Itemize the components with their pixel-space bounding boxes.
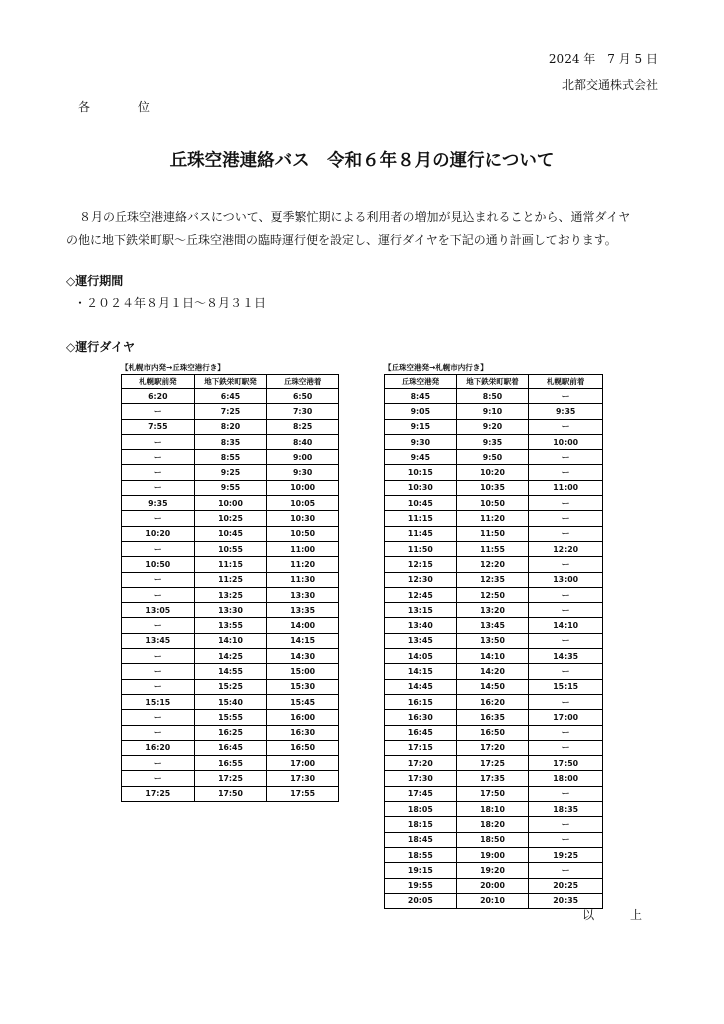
inbound-row — [385, 404, 603, 419]
time-cell: 9:25 — [194, 465, 267, 480]
time-cell: 10:45 — [194, 526, 267, 541]
time-cell: 17:35 — [456, 771, 529, 786]
addressee: 各 位 — [78, 100, 172, 114]
outbound-row — [122, 496, 339, 511]
time-cell: 8:55 — [194, 450, 267, 465]
inbound-row — [385, 725, 603, 740]
time-cell: 7:25 — [194, 404, 267, 419]
time-cell: ー — [122, 572, 195, 587]
outbound-caption: 【札幌市内発→丘珠空港行き】 — [121, 363, 225, 372]
time-cell: 18:55 — [385, 847, 457, 862]
outbound-timetable — [121, 374, 339, 802]
time-cell: 13:45 — [456, 618, 529, 633]
period-value: ・２０２４年８月１日～８月３１日 — [74, 296, 267, 310]
inbound-row — [385, 541, 603, 556]
time-cell: 6:20 — [122, 389, 195, 404]
time-cell: 12:15 — [385, 557, 457, 572]
inbound-row — [385, 618, 603, 633]
time-cell: 15:45 — [267, 694, 339, 709]
time-cell: 14:10 — [529, 618, 603, 633]
time-cell: 14:55 — [194, 664, 267, 679]
time-cell: 13:20 — [456, 603, 529, 618]
time-cell: 18:10 — [456, 802, 529, 817]
inbound-row — [385, 786, 603, 801]
time-cell: 16:20 — [456, 694, 529, 709]
time-cell: 18:45 — [385, 832, 457, 847]
time-cell: ー — [529, 863, 603, 878]
time-cell: ー — [122, 587, 195, 602]
time-cell: 9:30 — [267, 465, 339, 480]
time-cell: 11:15 — [385, 511, 457, 526]
time-cell: ー — [122, 404, 195, 419]
time-cell: 17:30 — [385, 771, 457, 786]
time-cell: 10:30 — [267, 511, 339, 526]
time-cell: ー — [122, 664, 195, 679]
time-cell: 16:25 — [194, 725, 267, 740]
time-cell: ー — [122, 618, 195, 633]
issuer-company: 北都交通株式会社 — [561, 78, 658, 92]
time-cell: 7:55 — [122, 419, 195, 434]
time-cell: 14:15 — [385, 664, 457, 679]
outbound-row — [122, 465, 339, 480]
time-cell: 16:50 — [267, 740, 339, 755]
outbound-row — [122, 389, 339, 404]
time-cell: ー — [529, 832, 603, 847]
inbound-header-row — [385, 375, 603, 389]
inbound-row — [385, 480, 603, 495]
time-cell: 9:35 — [456, 434, 529, 449]
time-cell: ー — [122, 710, 195, 725]
time-cell: ー — [529, 389, 603, 404]
time-cell: 17:55 — [267, 786, 339, 801]
time-cell: 8:40 — [267, 434, 339, 449]
time-cell: 9:20 — [456, 419, 529, 434]
time-cell: ー — [122, 756, 195, 771]
time-cell: ー — [529, 465, 603, 480]
time-cell: 20:00 — [456, 878, 529, 893]
time-cell: 14:05 — [385, 649, 457, 664]
time-cell: ー — [529, 450, 603, 465]
time-cell: 10:25 — [194, 511, 267, 526]
outbound-row — [122, 404, 339, 419]
time-cell: 18:05 — [385, 802, 457, 817]
outbound-row — [122, 679, 339, 694]
time-cell: 15:55 — [194, 710, 267, 725]
outbound-row — [122, 694, 339, 709]
time-cell: 17:25 — [122, 786, 195, 801]
inbound-row — [385, 878, 603, 893]
time-cell: 16:30 — [267, 725, 339, 740]
time-cell: 11:30 — [267, 572, 339, 587]
time-cell: 16:35 — [456, 710, 529, 725]
time-cell: 14:20 — [456, 664, 529, 679]
time-cell: 11:25 — [194, 572, 267, 587]
time-cell: 14:30 — [267, 649, 339, 664]
outbound-row — [122, 541, 339, 556]
time-cell: 11:55 — [456, 541, 529, 556]
inbound-row — [385, 557, 603, 572]
time-cell: ー — [122, 450, 195, 465]
time-cell: 17:20 — [456, 740, 529, 755]
time-cell: 11:20 — [267, 557, 339, 572]
time-cell: 10:30 — [385, 480, 457, 495]
time-cell: 17:00 — [267, 756, 339, 771]
time-cell: 13:55 — [194, 618, 267, 633]
time-cell: ー — [529, 526, 603, 541]
outbound-row — [122, 786, 339, 801]
time-cell: 8:35 — [194, 434, 267, 449]
time-cell: 10:05 — [267, 496, 339, 511]
time-cell: 14:45 — [385, 679, 457, 694]
time-cell: 15:15 — [529, 679, 603, 694]
time-cell: 6:45 — [194, 389, 267, 404]
time-cell: 13:40 — [385, 618, 457, 633]
time-cell: 17:00 — [529, 710, 603, 725]
inbound-row — [385, 587, 603, 602]
time-cell: 16:30 — [385, 710, 457, 725]
outbound-row — [122, 434, 339, 449]
time-cell: ー — [529, 603, 603, 618]
time-cell: ー — [122, 541, 195, 556]
inbound-row — [385, 419, 603, 434]
time-cell: 11:15 — [194, 557, 267, 572]
time-cell: 15:25 — [194, 679, 267, 694]
inbound-row — [385, 649, 603, 664]
time-cell: ー — [122, 511, 195, 526]
time-cell: 9:30 — [385, 434, 457, 449]
time-cell: 6:50 — [267, 389, 339, 404]
time-cell: 19:20 — [456, 863, 529, 878]
time-cell: ー — [529, 786, 603, 801]
time-cell: 13:00 — [529, 572, 603, 587]
outbound-row — [122, 511, 339, 526]
time-cell: 15:00 — [267, 664, 339, 679]
time-cell: 13:45 — [385, 633, 457, 648]
time-cell: 13:45 — [122, 633, 195, 648]
inbound-row — [385, 679, 603, 694]
time-cell: ー — [529, 725, 603, 740]
time-cell: 11:00 — [529, 480, 603, 495]
outbound-row — [122, 526, 339, 541]
time-cell: 8:25 — [267, 419, 339, 434]
time-cell: ー — [529, 664, 603, 679]
time-cell: ー — [122, 434, 195, 449]
time-cell: 13:50 — [456, 633, 529, 648]
time-cell: 10:50 — [456, 496, 529, 511]
time-cell: 9:10 — [456, 404, 529, 419]
outbound-row — [122, 710, 339, 725]
inbound-row — [385, 817, 603, 832]
time-cell: 17:50 — [456, 786, 529, 801]
inbound-row — [385, 863, 603, 878]
time-cell: 10:55 — [194, 541, 267, 556]
outbound-header-row — [122, 375, 339, 389]
time-cell: 20:35 — [529, 893, 603, 908]
closing-mark: 以 上 — [582, 908, 658, 922]
time-cell: 7:30 — [267, 404, 339, 419]
inbound-col-header: 札幌駅前着 — [529, 375, 603, 389]
inbound-row — [385, 572, 603, 587]
time-cell: 10:00 — [267, 480, 339, 495]
time-cell: 9:55 — [194, 480, 267, 495]
time-cell: 10:50 — [267, 526, 339, 541]
time-cell: 11:50 — [456, 526, 529, 541]
time-cell: 15:30 — [267, 679, 339, 694]
time-cell: 10:50 — [122, 557, 195, 572]
time-cell: 18:35 — [529, 802, 603, 817]
time-cell: 14:10 — [194, 633, 267, 648]
outbound-row — [122, 633, 339, 648]
outbound-col-header: 丘珠空港着 — [267, 375, 339, 389]
inbound-row — [385, 893, 603, 908]
time-cell: 10:15 — [385, 465, 457, 480]
time-cell: 13:25 — [194, 587, 267, 602]
body-paragraph — [66, 206, 666, 252]
time-cell: 13:35 — [267, 603, 339, 618]
time-cell: 17:30 — [267, 771, 339, 786]
time-cell: ー — [122, 679, 195, 694]
time-cell: ー — [122, 465, 195, 480]
time-cell: ー — [529, 419, 603, 434]
outbound-row — [122, 480, 339, 495]
time-cell: 16:50 — [456, 725, 529, 740]
outbound-row — [122, 557, 339, 572]
outbound-row — [122, 618, 339, 633]
time-cell: 13:15 — [385, 603, 457, 618]
outbound-row — [122, 756, 339, 771]
time-cell: 12:35 — [456, 572, 529, 587]
outbound-row — [122, 649, 339, 664]
outbound-row — [122, 740, 339, 755]
time-cell: 12:45 — [385, 587, 457, 602]
time-cell: 18:50 — [456, 832, 529, 847]
inbound-row — [385, 802, 603, 817]
time-cell: ー — [122, 725, 195, 740]
outbound-row — [122, 419, 339, 434]
time-cell: 20:05 — [385, 893, 457, 908]
document-date: 2024 年 7 月 5 日 — [548, 52, 658, 66]
time-cell: 18:00 — [529, 771, 603, 786]
inbound-row — [385, 465, 603, 480]
period-heading: ◇運行期間 — [66, 274, 124, 288]
time-cell: 12:30 — [385, 572, 457, 587]
time-cell: 10:00 — [529, 434, 603, 449]
time-cell: 19:55 — [385, 878, 457, 893]
time-cell: ー — [122, 480, 195, 495]
outbound-row — [122, 587, 339, 602]
time-cell: ー — [529, 740, 603, 755]
time-cell: 18:15 — [385, 817, 457, 832]
inbound-row — [385, 694, 603, 709]
time-cell: 19:15 — [385, 863, 457, 878]
time-cell: 14:35 — [529, 649, 603, 664]
time-cell: 17:15 — [385, 740, 457, 755]
time-cell: 9:45 — [385, 450, 457, 465]
time-cell: ー — [529, 557, 603, 572]
time-cell: 17:45 — [385, 786, 457, 801]
outbound-row — [122, 572, 339, 587]
time-cell: ー — [122, 771, 195, 786]
time-cell: 17:25 — [456, 756, 529, 771]
time-cell: 11:00 — [267, 541, 339, 556]
time-cell: ー — [122, 649, 195, 664]
inbound-row — [385, 496, 603, 511]
inbound-row — [385, 389, 603, 404]
outbound-col-header: 札幌駅前発 — [122, 375, 195, 389]
inbound-row — [385, 771, 603, 786]
time-cell: 11:50 — [385, 541, 457, 556]
time-cell: 14:25 — [194, 649, 267, 664]
body-line-2: の他に地下鉄栄町駅～丘珠空港間の臨時運行便を設定し、運行ダイヤを下記の通り計画しております。 — [66, 233, 617, 247]
inbound-row — [385, 511, 603, 526]
time-cell: 8:50 — [456, 389, 529, 404]
time-cell: 9:35 — [122, 496, 195, 511]
time-cell: 19:00 — [456, 847, 529, 862]
time-cell: 12:50 — [456, 587, 529, 602]
body-line-1: ８月の丘珠空港連絡バスについて、夏季繁忙期による利用者の増加が見込まれることから、通常ダイヤ — [79, 210, 631, 224]
time-cell: 12:20 — [456, 557, 529, 572]
inbound-caption: 【丘珠空港発→札幌市内行き】 — [384, 363, 488, 372]
time-cell: ー — [529, 511, 603, 526]
inbound-row — [385, 740, 603, 755]
outbound-row — [122, 664, 339, 679]
time-cell: 15:15 — [122, 694, 195, 709]
inbound-row — [385, 710, 603, 725]
time-cell: 17:50 — [194, 786, 267, 801]
inbound-row — [385, 832, 603, 847]
time-cell: 17:20 — [385, 756, 457, 771]
inbound-row — [385, 847, 603, 862]
time-cell: 14:00 — [267, 618, 339, 633]
inbound-row — [385, 450, 603, 465]
inbound-row — [385, 664, 603, 679]
time-cell: 9:05 — [385, 404, 457, 419]
time-cell: 14:50 — [456, 679, 529, 694]
time-cell: 13:30 — [267, 587, 339, 602]
time-cell: 10:20 — [122, 526, 195, 541]
outbound-row — [122, 450, 339, 465]
inbound-row — [385, 434, 603, 449]
time-cell: 9:50 — [456, 450, 529, 465]
time-cell: 10:20 — [456, 465, 529, 480]
time-cell: 16:45 — [385, 725, 457, 740]
time-cell: 20:25 — [529, 878, 603, 893]
time-cell: 16:15 — [385, 694, 457, 709]
inbound-row — [385, 526, 603, 541]
time-cell: 11:45 — [385, 526, 457, 541]
time-cell: ー — [529, 496, 603, 511]
time-cell: 18:20 — [456, 817, 529, 832]
inbound-col-header: 丘珠空港発 — [385, 375, 457, 389]
time-cell: 15:40 — [194, 694, 267, 709]
inbound-timetable — [384, 374, 603, 909]
time-cell: 16:55 — [194, 756, 267, 771]
time-cell: 20:10 — [456, 893, 529, 908]
inbound-col-header: 地下鉄栄町駅着 — [456, 375, 529, 389]
time-cell: 10:00 — [194, 496, 267, 511]
time-cell: 16:00 — [267, 710, 339, 725]
time-cell: 8:20 — [194, 419, 267, 434]
time-cell: ー — [529, 633, 603, 648]
inbound-row — [385, 633, 603, 648]
time-cell: 17:50 — [529, 756, 603, 771]
time-cell: 8:45 — [385, 389, 457, 404]
time-cell: 11:20 — [456, 511, 529, 526]
document-title: 丘珠空港連絡バス 令和６年８月の運行について — [169, 151, 555, 171]
outbound-row — [122, 725, 339, 740]
time-cell: 9:35 — [529, 404, 603, 419]
schedule-heading: ◇運行ダイヤ — [66, 340, 135, 354]
inbound-row — [385, 756, 603, 771]
time-cell: 16:20 — [122, 740, 195, 755]
time-cell: 17:25 — [194, 771, 267, 786]
time-cell: 10:35 — [456, 480, 529, 495]
time-cell: 10:45 — [385, 496, 457, 511]
time-cell: 13:05 — [122, 603, 195, 618]
outbound-row — [122, 771, 339, 786]
time-cell: 19:25 — [529, 847, 603, 862]
time-cell: 9:00 — [267, 450, 339, 465]
time-cell: 12:20 — [529, 541, 603, 556]
outbound-col-header: 地下鉄栄町駅発 — [194, 375, 267, 389]
time-cell: ー — [529, 694, 603, 709]
time-cell: ー — [529, 817, 603, 832]
outbound-row — [122, 603, 339, 618]
time-cell: 9:15 — [385, 419, 457, 434]
time-cell: 13:30 — [194, 603, 267, 618]
inbound-row — [385, 603, 603, 618]
time-cell: 14:10 — [456, 649, 529, 664]
time-cell: ー — [529, 587, 603, 602]
time-cell: 14:15 — [267, 633, 339, 648]
time-cell: 16:45 — [194, 740, 267, 755]
